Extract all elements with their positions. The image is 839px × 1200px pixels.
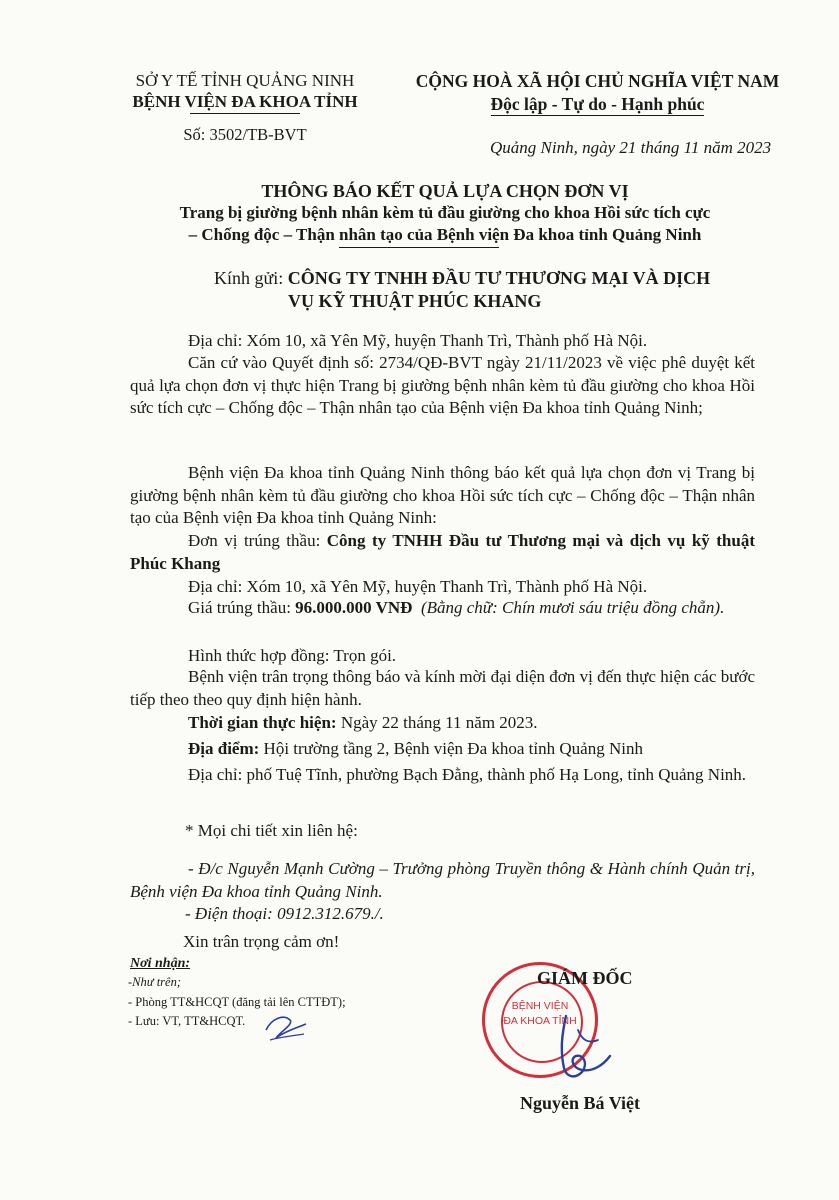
header-left-underline <box>190 113 300 114</box>
winner-paragraph <box>130 530 755 575</box>
announcement-paragraph: Bệnh viện Đa khoa tỉnh Quảng Ninh thông báo kết quả lựa chọn đơn vị Trang bị giường bệnh nhân kèm tủ đầu giường cho khoa Hồi sức tích cực – Chống độc – Thận nhân tạo của Bệnh viện Đa khoa tỉnh Quảng Ninh: <box>130 463 755 527</box>
recipients-item-3: - Lưu: VT, TT&HCQT. <box>128 1014 246 1028</box>
winner-name: Công ty TNHH Đầu tư Thương mại và dịch vụ kỹ thuật Phúc Khang <box>130 531 756 573</box>
basis-paragraph: Căn cứ vào Quyết định số: 2734/QĐ-BVT ngày 21/11/2023 về việc phê duyệt kết quả lựa chọn đơn vị thực hiện Trang bị giường bệnh nhân kèm tủ đầu giường cho khoa Hồi sức tích cực – Chống độc – Thận nhân tạo của Bệnh viện Đa khoa tỉnh Quảng Ninh; <box>130 353 755 417</box>
contact-person: - Đ/c Nguyễn Mạnh Cường – Trưởng phòng Truyền thông & Hành chính Quản trị, Bệnh viện Đa khoa tỉnh Quảng Ninh. <box>130 859 755 901</box>
price-words: (Bằng chữ: Chín mươi sáu triệu đồng chẵn). <box>420 598 725 617</box>
winner-label: Đơn vị trúng thầu: <box>188 531 327 550</box>
place-value: Hội trường tầng 2, Bệnh viện Đa khoa tỉnh Quảng Ninh <box>259 739 643 758</box>
time-line <box>188 712 538 734</box>
document-date: Quảng Ninh, ngày 21 tháng 11 năm 2023 <box>490 138 772 157</box>
price-label: Giá trúng thầu: <box>188 598 296 617</box>
place-line <box>188 738 643 760</box>
contact-intro: * Mọi chi tiết xin liên hệ: <box>185 821 358 840</box>
header-right <box>395 70 800 116</box>
recipient-company-2: VỤ KỸ THUẬT PHÚC KHANG <box>288 291 542 311</box>
signer-role: GIÁM ĐỐC <box>537 968 633 988</box>
title-underline <box>339 247 499 248</box>
contract-type: Hình thức hợp đồng: Trọn gói. <box>188 646 397 665</box>
notice-title: THÔNG BÁO KẾT QUẢ LỰA CHỌN ĐƠN VỊ <box>261 181 629 201</box>
national-motto: Độc lập - Tự do - Hạnh phúc <box>490 94 705 114</box>
national-title: CỘNG HOÀ XÃ HỘI CHỦ NGHĨA VIỆT NAM <box>415 71 780 91</box>
hospital-name: BỆNH VIỆN ĐA KHOA TỈNH <box>132 92 358 111</box>
signature-icon <box>548 1010 618 1090</box>
seal-line-2: ĐA KHOA TỈNH <box>503 1015 577 1027</box>
company-address: Địa chỉ: Xóm 10, xã Yên Mỹ, huyện Thanh Trì, Thành phố Hà Nội. <box>188 331 648 350</box>
initials-scribble <box>262 1010 310 1044</box>
recipients-item-1: -Như trên; <box>128 975 181 989</box>
signer-name: Nguyễn Bá Việt <box>520 1093 641 1113</box>
thanks-line: Xin trân trọng cảm ơn! <box>183 932 340 951</box>
ministry-name: SỞ Y TẾ TỈNH QUẢNG NINH <box>135 71 355 90</box>
document-number: Số: 3502/TB-BVT <box>183 125 307 144</box>
recipient-company-1: CÔNG TY TNHH ĐẦU TƯ THƯƠNG MẠI VÀ DỊCH <box>287 268 711 288</box>
place-label: Địa điểm: <box>188 739 260 758</box>
time-value: Ngày 22 tháng 11 năm 2023. <box>336 713 538 732</box>
price-paragraph <box>130 597 755 620</box>
header-left <box>100 70 390 145</box>
price-value: 96.000.000 VNĐ <box>295 598 413 617</box>
recipient-line-1 <box>214 268 710 289</box>
place-address: Địa chỉ: phố Tuệ Tĩnh, phường Bạch Đằng, thành phố Hạ Long, tỉnh Quảng Ninh. <box>188 765 747 784</box>
seal-line-1: BỆNH VIỆN <box>511 1000 569 1012</box>
contact-phone: - Điện thoại: 0912.312.679./. <box>185 904 384 923</box>
recipients-title: Nơi nhận: <box>130 956 191 971</box>
notice-subtitle-2: – Chống độc – Thận nhân tạo của Bệnh viện Đa khoa tỉnh Quảng Ninh <box>188 225 702 244</box>
recipients-item-2: - Phòng TT&HCQT (đăng tải lên CTTĐT); <box>128 995 346 1009</box>
recipient-prefix: Kính gửi: <box>214 268 288 288</box>
invitation-paragraph: Bệnh viện trân trọng thông báo và kính mời đại diện đơn vị đến thực hiện các bước tiếp theo theo quy định hiện hành. <box>130 667 755 709</box>
time-label: Thời gian thực hiện: <box>188 713 337 732</box>
winner-address: Địa chỉ: Xóm 10, xã Yên Mỹ, huyện Thanh Trì, Thành phố Hà Nội. <box>188 577 648 596</box>
notice-subtitle-1: Trang bị giường bệnh nhân kèm tủ đầu giường cho khoa Hồi sức tích cực <box>179 203 711 222</box>
